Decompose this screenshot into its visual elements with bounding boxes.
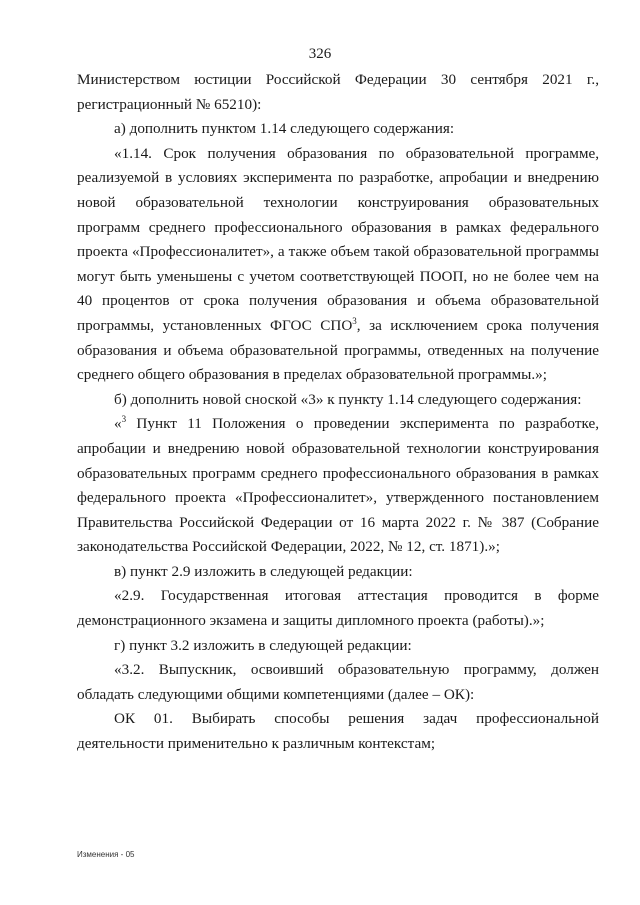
footnote-marker-3: 3 [352, 315, 357, 326]
paragraph-item-g: г) пункт 3.2 изложить в следующей редакции: [114, 636, 412, 654]
footnote-3-text: Пункт 11 Положения о проведении эксперимента по разработке, апробации и внедрению новой образовательной технологии конструирования образовательных программ среднего профессионального образования в рамках федерального проекта «Профессионалитет», утвержденного постановлением Правительства Российской Федерации от 16 марта 2022 г. № 387 (Собрание законодательства Российской Федерации, 2022, № 12, ст. 1871).»; [77, 415, 599, 556]
document-body [77, 68, 599, 757]
paragraph-clause-3-2: «3.2. Выпускник, освоивший образовательную программу, должен обладать следующими общими компетенциями (далее – ОК): [77, 661, 599, 703]
page-number: 326 [308, 46, 332, 62]
paragraph-footnote-3 [77, 412, 599, 560]
paragraph-item-v: в) пункт 2.9 изложить в следующей редакции: [114, 562, 413, 580]
paragraph-clause-2-9: «2.9. Государственная итоговая аттестация проводится в форме демонстрационного экзамена и защиты дипломного проекта (работы).»; [77, 587, 599, 630]
clause-1-14-text-start: «1.14. Срок получения образования по образовательной программе, реализуемой в условиях эксперимента по разработке, апробации и внедрению новой образовательной технологии конструирования образовательных программ среднего профессионального образования в рамках федерального проекта «Профессионалитет», а также объем такой образовательной программы могут быть уменьшены с учетом соответствующей ПООП, но не более чем на 40 процентов от срока получения образования и объема образовательной программы, установленных ФГОС СПО [77, 144, 599, 334]
paragraph-item-b: б) дополнить новой сноской «3» к пункту 1.14 следующего содержания: [114, 390, 582, 408]
footnote-open-quote: « [114, 415, 122, 433]
paragraph-ministry-registration: Министерством юстиции Российской Федерации 30 сентября 2021 г., регистрационный № 65210): [77, 71, 599, 113]
paragraph-ok-01: ОК 01. Выбирать способы решения задач профессиональной деятельности применительно к различным контекстам; [77, 710, 599, 753]
paragraph-clause-1-14 [77, 142, 599, 388]
paragraph-item-a: а) дополнить пунктом 1.14 следующего содержания: [114, 120, 455, 138]
footnote-number-3: 3 [121, 414, 127, 425]
footer-revision-note: Изменения - 05 [77, 850, 135, 859]
clause-1-14-text-end: , за исключением срока получения образования и объема образовательной программы, отведенных на получение среднего общего образования в пределах образовательной программы.»; [77, 316, 600, 384]
